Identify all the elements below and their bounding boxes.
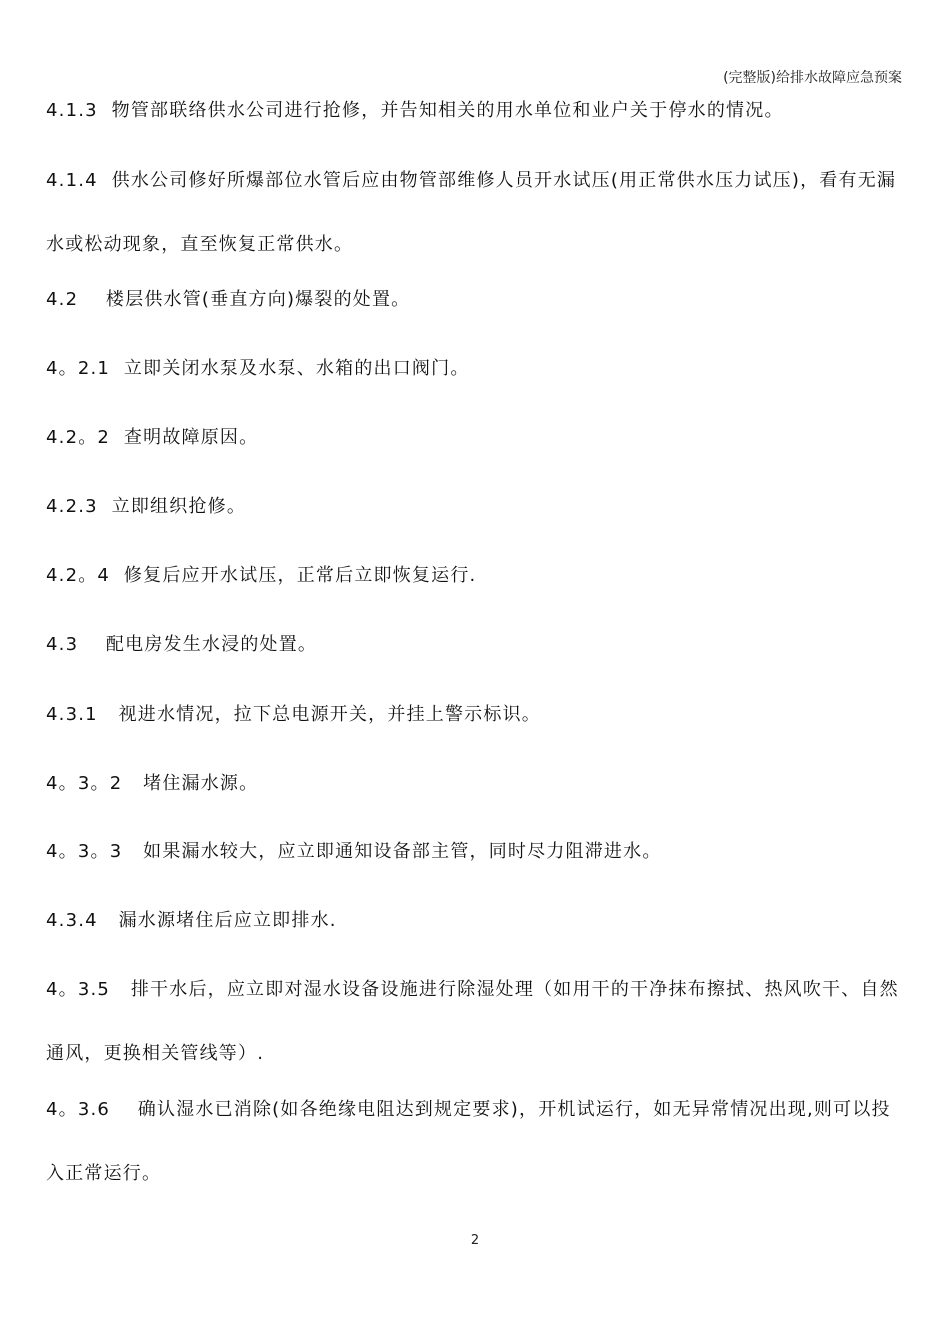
clause-number: 4。2.1: [46, 358, 124, 379]
paragraph-4-1-3: [46, 79, 906, 143]
paragraph-4-2-3: [46, 475, 906, 539]
clause-number: 4.3.4: [46, 910, 119, 931]
paragraph-4-1-4: [46, 149, 906, 277]
paragraph-4-2-2: [46, 406, 906, 470]
paragraph-4-2-4: [46, 544, 906, 608]
paragraph-4-3-3: [46, 820, 906, 884]
clause-number: 4。3。2: [46, 773, 144, 794]
clause-text: 立即组织抢修。: [111, 496, 247, 517]
clause-text: 查明故障原因。: [123, 427, 259, 448]
paragraph-4-3-1: [46, 683, 906, 747]
paragraph-4-2-1: [46, 337, 906, 401]
clause-text: 修复后应开水试压，正常后立即恢复运行.: [123, 565, 477, 586]
paragraph-4-3-5: [46, 958, 906, 1086]
clause-number: 4.3: [46, 634, 106, 655]
clause-text: 如果漏水较大，应立即通知设备部主管，同时尽力阻滞进水。: [143, 841, 662, 862]
clause-text: 楼层供水管(垂直方向)爆裂的处置。: [105, 289, 411, 310]
clause-text: 物管部联络供水公司进行抢修，并告知相关的用水单位和业户关于停水的情况。: [111, 100, 784, 121]
clause-text: 配电房发生水浸的处置。: [105, 634, 318, 655]
clause-text: 确认湿水已消除(如各绝缘电阻达到规定要求)，开机试运行，如无异常情况出现,则可以投入正常运行。: [46, 1099, 891, 1184]
clause-text: 立即关闭水泵及水泵、水箱的出口阀门。: [123, 358, 470, 379]
paragraph-4-3-2: [46, 752, 906, 816]
clause-number: 4。3。3: [46, 841, 144, 862]
paragraph-4-3: [46, 613, 906, 677]
clause-number: 4。3.6: [46, 1099, 138, 1120]
clause-text: 排干水后，应立即对湿水设备设施进行除湿处理（如用干的干净抹布擦拭、热风吹干、自然通风，更换相关管线等）.: [46, 979, 899, 1064]
clause-number: 4.3.1: [46, 704, 119, 725]
page-header: (完整版)给排水故障应急预案: [723, 70, 902, 86]
clause-number: 4.2.3: [46, 496, 112, 517]
clause-number: 4。3.5: [46, 979, 131, 1000]
clause-number: 4.1.4: [46, 170, 112, 191]
paragraph-4-3-4: [46, 889, 906, 953]
paragraph-4-3-6: [46, 1078, 906, 1206]
paragraph-4-2: [46, 268, 906, 332]
page-number: 2: [470, 1233, 480, 1248]
clause-text: 供水公司修好所爆部位水管后应由物管部维修人员开水试压(用正常供水压力试压)，看有无漏水或松动现象，直至恢复正常供水。: [46, 170, 897, 255]
clause-text: 漏水源堵住后应立即排水.: [118, 910, 337, 931]
clause-text: 堵住漏水源。: [143, 773, 259, 794]
clause-text: 视进水情况，拉下总电源开关，并挂上警示标识。: [118, 704, 541, 725]
clause-number: 4.2。2: [46, 427, 124, 448]
clause-number: 4.2。4: [46, 565, 124, 586]
clause-number: 4.2: [46, 289, 106, 310]
clause-number: 4.1.3: [46, 100, 112, 121]
